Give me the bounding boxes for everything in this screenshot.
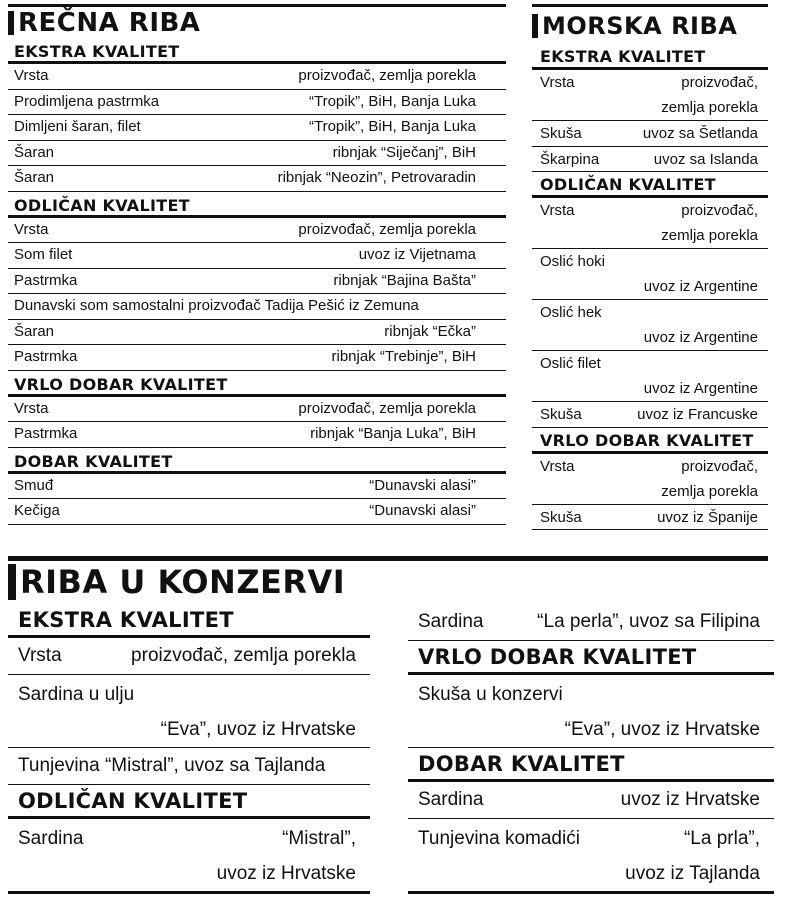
producer-origin-line2: “Eva”, uvoz iz Hrvatske	[564, 719, 760, 740]
producer-origin: ribnjak “Trebinje”, BiH	[331, 348, 476, 365]
table-row	[8, 115, 506, 141]
table-row	[8, 397, 506, 423]
fish-type: Kečiga	[14, 502, 60, 519]
fish-type: Skuša	[540, 508, 582, 526]
table-row	[8, 638, 370, 675]
quality-heading: VRLO DOBAR KVALITET	[408, 641, 774, 675]
fish-type: Sardina	[18, 828, 84, 849]
table-row	[8, 320, 506, 346]
row-top	[540, 70, 758, 95]
producer-origin: uvoz iz Španije	[657, 508, 758, 526]
table-row	[8, 499, 506, 525]
fish-type: Šaran	[14, 143, 55, 161]
table-row	[8, 218, 506, 244]
producer-origin-line2: zemlja porekla	[661, 99, 758, 116]
table-row	[8, 422, 506, 448]
quality-heading: EKSTRA KVALITET	[8, 604, 370, 638]
table-row	[8, 269, 506, 295]
table-row	[408, 604, 774, 641]
producer-origin: proizvođač, zemlja porekla	[298, 220, 476, 238]
producer-origin: proizvođač,	[681, 202, 758, 219]
producer-origin-line2: uvoz iz Hrvatske	[216, 863, 356, 884]
table-row	[8, 141, 506, 167]
fish-type: Vrsta	[14, 67, 49, 84]
konzerva-right-column	[408, 604, 774, 894]
producer-origin: “Mistral”,	[282, 828, 356, 849]
producer-origin: “La perla”, uvoz sa Filipina	[537, 611, 760, 632]
fish-type: Dimljeni šaran, filet	[14, 118, 141, 135]
quality-heading: ODLIČAN KVALITET	[8, 194, 506, 218]
quality-heading: ODLIČAN KVALITET	[8, 785, 370, 819]
table-row	[532, 505, 768, 531]
morska-riba-panel	[532, 4, 768, 530]
table-row	[532, 147, 768, 173]
producer-origin-line2: zemlja porekla	[661, 482, 758, 500]
fish-type: Tunjevina komadići	[418, 828, 580, 849]
table-row	[532, 454, 768, 505]
table-row	[8, 819, 370, 894]
producer-origin: proizvođač, zemlja porekla	[131, 645, 356, 666]
table-row	[8, 166, 506, 192]
fish-type: Sardina	[418, 789, 484, 810]
table-row	[8, 675, 370, 748]
fish-type: Pastrmka	[14, 271, 78, 289]
table-row	[532, 249, 768, 300]
table-row	[408, 675, 774, 748]
fish-type: Skuša	[540, 125, 582, 142]
fish-type: Dunavski som samostalni proizvođač Tadija Pešić iz Zemuna	[14, 297, 419, 314]
row-top	[540, 249, 758, 274]
table-row	[532, 300, 768, 351]
fish-type: Oslić filet	[540, 355, 601, 372]
table-row	[8, 90, 506, 116]
riba-u-konzervi-title: RIBA U KONZERVI	[8, 556, 768, 602]
fish-type: Vrsta	[14, 220, 49, 238]
table-row	[408, 819, 774, 894]
producer-origin: uvoz iz Vijetnama	[358, 246, 476, 263]
table-row	[8, 64, 506, 90]
title-bar-icon	[8, 11, 14, 35]
fish-type: Sardina u ulju	[18, 684, 135, 705]
fish-type: Sardina	[418, 611, 484, 632]
morska-riba-title: MORSKA RIBA	[532, 4, 768, 44]
producer-origin: ribnjak “Banja Luka”, BiH	[310, 425, 476, 442]
producer-origin-line2: zemlja porekla	[661, 227, 758, 244]
quality-heading: VRLO DOBAR KVALITET	[8, 373, 506, 397]
fish-type: Škarpina	[540, 150, 600, 168]
quality-heading: DOBAR KVALITET	[408, 748, 774, 782]
producer-origin: uvoz sa Islanda	[653, 150, 758, 168]
producer-origin: “La prla”,	[683, 828, 760, 849]
title-bar-icon	[8, 564, 16, 600]
table-row	[8, 474, 506, 500]
producer-origin: “Tropik”, BiH, Banja Luka	[308, 118, 476, 135]
row-top	[418, 821, 760, 856]
producer-origin-line2: uvoz iz Argentine	[643, 329, 758, 346]
table-row	[8, 345, 506, 371]
fish-type: Tunjevina “Mistral”, uvoz sa Tajlanda	[18, 755, 326, 776]
producer-origin: proizvođač,	[681, 74, 758, 91]
producer-origin: “Dunavski alasi”	[369, 476, 476, 494]
producer-origin-line2: uvoz iz Tajlanda	[625, 863, 760, 884]
row-top	[18, 821, 356, 856]
title-bar-icon	[532, 14, 538, 38]
fish-type: Skuša	[540, 406, 582, 423]
row-top	[540, 300, 758, 325]
fish-type: Šaran	[14, 169, 55, 186]
producer-origin: proizvođač, zemlja porekla	[298, 399, 476, 417]
row-top	[18, 677, 356, 712]
fish-type: Oslić hoki	[540, 253, 606, 270]
quality-heading: EKSTRA KVALITET	[8, 40, 506, 64]
table-row	[532, 402, 768, 428]
fish-type: Oslić hek	[540, 304, 602, 321]
producer-origin: uvoz sa Šetlanda	[642, 125, 758, 142]
producer-origin: ribnjak “Siječanj”, BiH	[332, 143, 476, 161]
recna-riba-table	[8, 40, 506, 525]
table-row	[408, 782, 774, 819]
quality-heading: EKSTRA KVALITET	[532, 44, 768, 70]
producer-origin: ribnjak “Ečka”	[384, 322, 476, 340]
quality-heading: DOBAR KVALITET	[8, 450, 506, 474]
fish-type: Vrsta	[540, 457, 575, 475]
fish-type: Vrsta	[540, 202, 575, 219]
table-row	[532, 121, 768, 147]
table-row	[8, 243, 506, 269]
quality-heading: VRLO DOBAR KVALITET	[532, 428, 768, 454]
producer-origin: proizvođač, zemlja porekla	[298, 67, 476, 84]
fish-type: Šaran	[14, 322, 55, 340]
fish-type: Smuđ	[14, 476, 54, 494]
konzerva-left-column	[8, 604, 370, 894]
producer-origin: “Tropik”, BiH, Banja Luka	[308, 92, 476, 110]
row-top	[540, 351, 758, 376]
fish-type: Vrsta	[18, 645, 62, 666]
recna-riba-panel	[8, 4, 506, 525]
row-top	[540, 454, 758, 479]
fish-type: Pastrmka	[14, 425, 78, 442]
fish-type: Vrsta	[14, 399, 49, 417]
producer-origin: ribnjak “Bajina Bašta”	[333, 271, 476, 289]
producer-origin-line2: uvoz iz Argentine	[643, 380, 758, 397]
table-row	[532, 198, 768, 249]
recna-riba-title: REČNA RIBA	[8, 4, 506, 38]
row-top	[540, 198, 758, 223]
table-row	[8, 294, 506, 320]
table-row	[532, 70, 768, 121]
table-row	[532, 351, 768, 402]
producer-origin: uvoz iz Hrvatske	[620, 789, 760, 810]
producer-origin-line2: uvoz iz Argentine	[643, 278, 758, 295]
fish-type: Som filet	[14, 246, 73, 263]
table-row	[8, 748, 370, 785]
fish-type: Prodimljena pastrmka	[14, 92, 160, 110]
producer-origin-line2: “Eva”, uvoz iz Hrvatske	[160, 719, 356, 740]
row-top	[418, 677, 760, 712]
producer-origin: proizvođač,	[681, 457, 758, 475]
producer-origin: uvoz iz Francuske	[637, 406, 758, 423]
fish-type: Skuša u konzervi	[418, 684, 563, 705]
morska-riba-table	[532, 44, 768, 530]
fish-type: Pastrmka	[14, 348, 78, 365]
quality-heading: ODLIČAN KVALITET	[532, 172, 768, 198]
producer-origin: ribnjak “Neozin”, Petrovaradin	[277, 169, 476, 186]
producer-origin: “Dunavski alasi”	[369, 502, 476, 519]
fish-type: Vrsta	[540, 74, 575, 91]
